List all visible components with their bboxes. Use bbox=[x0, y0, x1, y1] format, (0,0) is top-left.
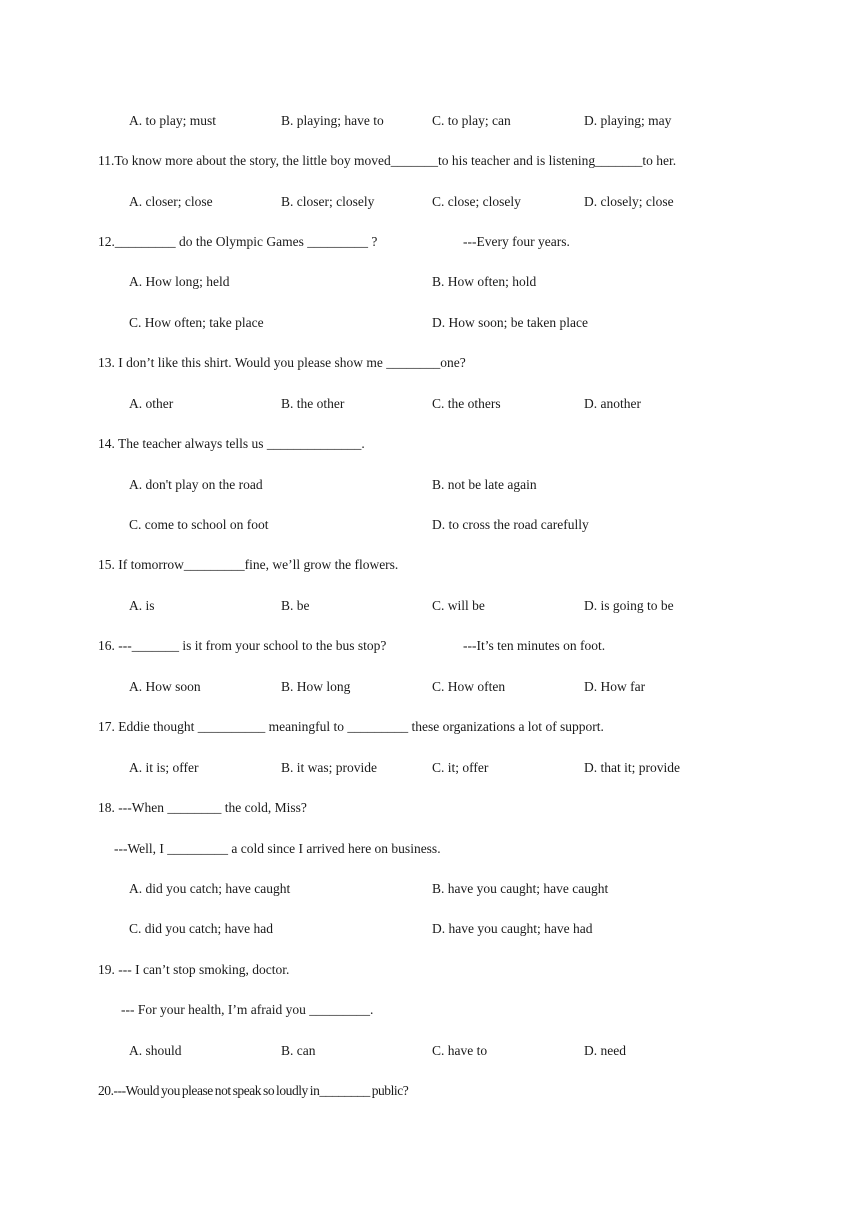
q15-question: 15. If tomorrow_________fine, we’ll grow the flowers. bbox=[98, 557, 399, 572]
q16-question: 16. ---_______ is it from your school to the bus stop? bbox=[98, 638, 387, 653]
q12-option-b: B. How often; hold bbox=[432, 274, 537, 289]
q14-option-a: A. don't play on the road bbox=[129, 477, 263, 492]
q16-option-c: C. How often bbox=[432, 679, 506, 694]
q17-option-c: C. it; offer bbox=[432, 760, 489, 775]
q13-question: 13. I don’t like this shirt. Would you please show me ________one? bbox=[98, 355, 466, 370]
q10-option-d: D. playing; may bbox=[584, 113, 672, 128]
q15-option-a: A. is bbox=[129, 598, 155, 613]
q13-option-d: D. another bbox=[584, 396, 641, 411]
q11-option-d: D. closely; close bbox=[584, 194, 674, 209]
q19-question bbox=[98, 962, 289, 978]
q13-option-c: C. the others bbox=[432, 396, 501, 411]
q17-question: 17. Eddie thought __________ meaningful to _________ these organizations a lot of support. bbox=[98, 719, 604, 734]
q18-question: 18. ---When ________ the cold, Miss? bbox=[98, 800, 307, 815]
q12-option-a: A. How long; held bbox=[129, 274, 230, 289]
q15-option-c: C. will be bbox=[432, 598, 485, 613]
q14-option-d: D. to cross the road carefully bbox=[432, 517, 589, 532]
q16-answer: ---It’s ten minutes on foot. bbox=[463, 638, 606, 653]
q15-option-d: D. is going to be bbox=[584, 598, 674, 613]
q12-question: 12._________ do the Olympic Games _________ ? bbox=[98, 234, 378, 249]
q17-option-b: B. it was; provide bbox=[281, 760, 377, 775]
q18-option-a: A. did you catch; have caught bbox=[129, 881, 291, 896]
q11-question: 11.To know more about the story, the little boy moved_______to his teacher and is listening_______to her. bbox=[98, 153, 677, 168]
q19-number: 19. bbox=[98, 962, 115, 977]
q11-option-b: B. closer; closely bbox=[281, 194, 375, 209]
q10-option-a: A. to play; must bbox=[129, 113, 216, 128]
q12-option-c: C. How often; take place bbox=[129, 315, 264, 330]
q12-answer: ---Every four years. bbox=[463, 234, 570, 249]
q11-option-c: C. close; closely bbox=[432, 194, 521, 209]
q10-option-c: C. to play; can bbox=[432, 113, 511, 128]
q14-question: 14. The teacher always tells us ______________. bbox=[98, 436, 365, 451]
q18-response: ---Well, I _________ a cold since I arrived here on business. bbox=[114, 841, 441, 856]
q19-option-b: B. can bbox=[281, 1043, 316, 1058]
q17-option-d: D. that it; provide bbox=[584, 760, 680, 775]
q19-option-c: C. have to bbox=[432, 1043, 488, 1058]
q18-option-b: B. have you caught; have caught bbox=[432, 881, 609, 896]
q19-response: --- For your health, I’m afraid you _________. bbox=[121, 1002, 374, 1017]
q15-option-b: B. be bbox=[281, 598, 310, 613]
q20-question: 20.---Would you please not speak so loudly in________ public? bbox=[98, 1083, 409, 1098]
q10-option-b: B. playing; have to bbox=[281, 113, 384, 128]
q19-option-d: D. need bbox=[584, 1043, 626, 1058]
q14-option-b: B. not be late again bbox=[432, 477, 537, 492]
q16-option-d: D. How far bbox=[584, 679, 646, 694]
q13-option-b: B. the other bbox=[281, 396, 345, 411]
q16-option-b: B. How long bbox=[281, 679, 351, 694]
q18-option-c: C. did you catch; have had bbox=[129, 921, 273, 936]
q19-option-a: A. should bbox=[129, 1043, 182, 1058]
q16-option-a: A. How soon bbox=[129, 679, 201, 694]
q13-option-a: A. other bbox=[129, 396, 174, 411]
q12-option-d: D. How soon; be taken place bbox=[432, 315, 588, 330]
q18-option-d: D. have you caught; have had bbox=[432, 921, 593, 936]
q14-option-c: C. come to school on foot bbox=[129, 517, 269, 532]
q19-question-text: --- I can’t stop smoking, doctor. bbox=[118, 962, 290, 977]
q11-option-a: A. closer; close bbox=[129, 194, 213, 209]
q17-option-a: A. it is; offer bbox=[129, 760, 199, 775]
